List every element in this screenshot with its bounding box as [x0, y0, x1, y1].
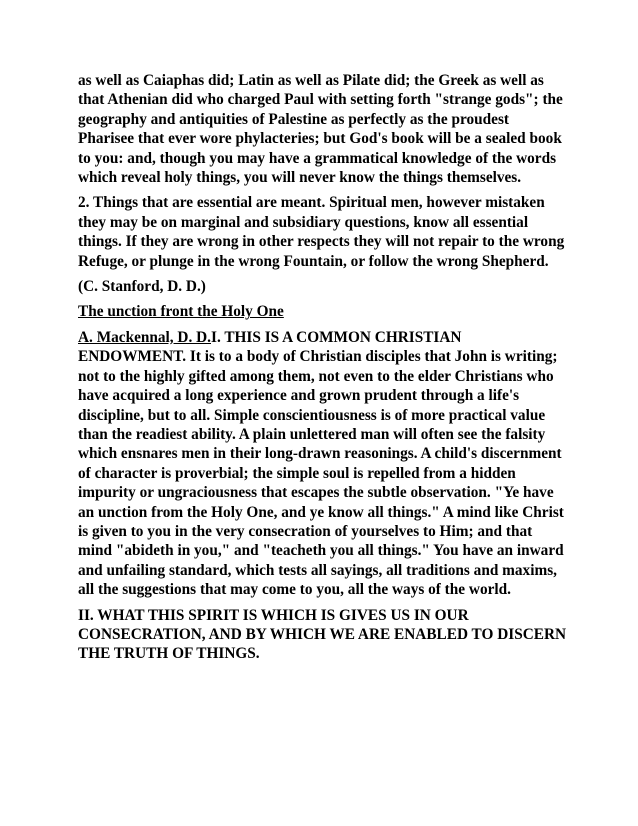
section-heading-text: The unction front the Holy One [78, 303, 284, 321]
paragraph-greek-antiquities: as well as Caiaphas did; Latin as well as Pilate did; the Greek as well as that Athenian did who charged Paul with setting forth "strange gods"; the geography and antiquities of Palestine as perfectly as the proudest Pharisee that ever wore phylacteries; but God's book will be a sealed book to you: and, though you may have a grammatical knowledge of the words which reveal holy things, you will never know the things themselves. [78, 72, 563, 187]
paragraph-essential-things: 2. Things that are essential are meant. Spiritual men, however mistaken they may be on marginal and subsidiary questions, know all essential things. If they are wrong in other respects they will not repair to the wrong Refuge, or plunge in the wrong Fountain, or follow the wrong Shepherd. [78, 194, 565, 270]
paragraph-spirit-consecration: II. WHAT THIS SPIRIT IS WHICH IS GIVES US IN OUR CONSECRATION, AND BY WHICH WE ARE ENABLED TO DISCERN THE TRUTH OF THINGS. [78, 606, 567, 663]
document-page [78, 71, 568, 670]
attribution-stanford: (C. Stanford, D. D.) [78, 278, 206, 296]
author-link[interactable]: A. Mackennal, D. D. [78, 328, 211, 346]
paragraph-common-endowment-body: I. THIS IS A COMMON CHRISTIAN ENDOWMENT. It is to a body of Christian disciples that John is writing; not to the highly gifted among them, not even to the elder Christians who have acquired a long experience and grown prudent through a life's discipline, but to all. Simple conscientiousness is of more practical value than the readiest ability. A plain unlettered man will often see the falsity which ensnares men in their long-drawn reasonings. A child's discernment of character is proverbial; the simple soul is repelled from a hidden impurity or ungraciousness that escapes the subtle observation. "Ye have an unction from the Holy One, and ye know all things." A mind like Christ is given to you in the very consecration of yourselves to Him; and that mind "abideth in you," and "teacheth you all things." You have an inward and unfailing standard, which tests all sayings, all traditions and maxims, all the suggestions that may come to you, all the ways of the world. [78, 328, 564, 599]
section-heading [78, 302, 568, 321]
paragraph-common-endowment [78, 328, 568, 600]
